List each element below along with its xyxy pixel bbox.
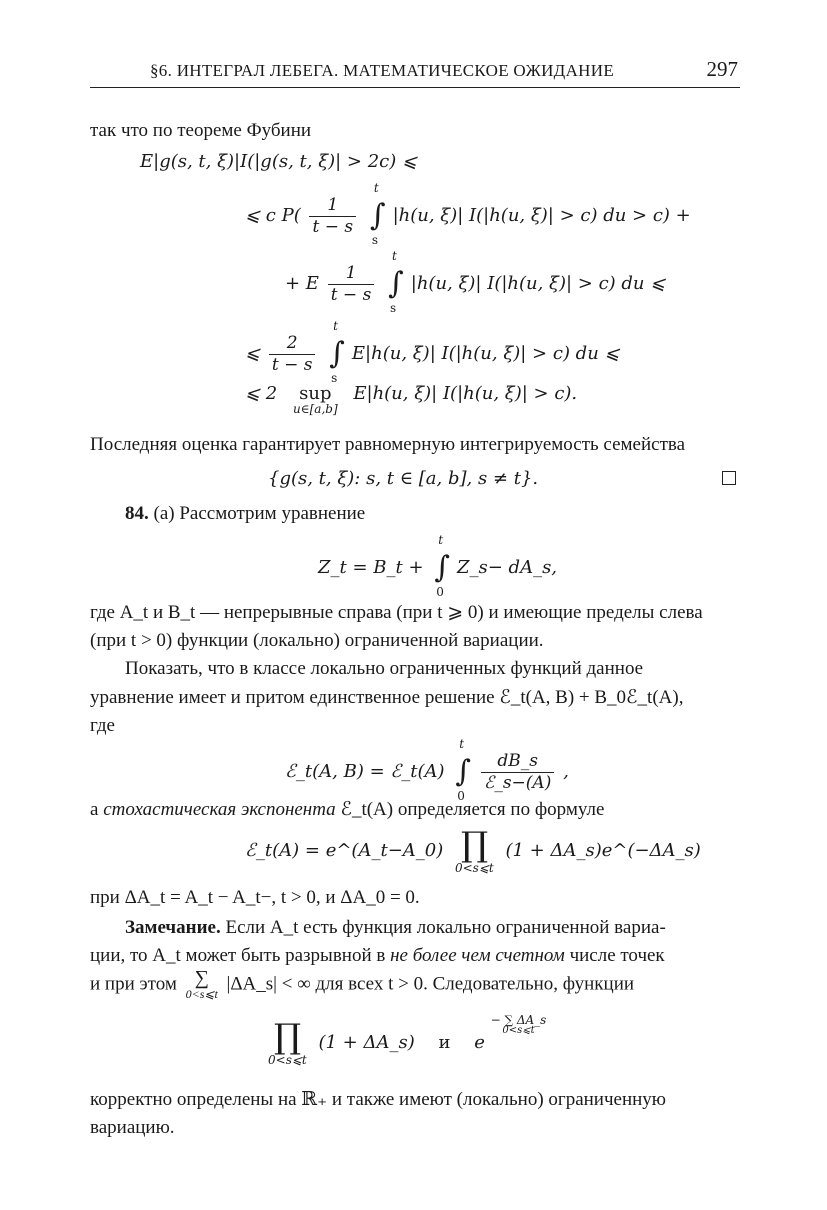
show-line-3: где [90,715,115,736]
conjunction: и [438,1032,451,1053]
show-line-1: Показать, что в классе локально ограниченных функций данное [125,658,644,679]
where-line-1: где A_t и B_t — непрерывные справа (при t ⩾ 0) и имеющие пределы слева [90,602,703,623]
integral-lower-limit: s [331,371,338,385]
formula-line-2-pre: ⩽ c P( [245,205,301,226]
sup-operator [293,385,338,415]
equation-rhs: Z_s− dA_s, [457,557,558,578]
problem-number: 84. [125,503,149,524]
integral-lower-limit: s [371,233,378,247]
formula-line-2 [245,181,691,247]
remark-line-3 [90,968,634,1000]
formula-line-3 [285,249,666,315]
remark-line-1-text: Если A_t есть функция локально ограниченной вариа- [225,917,666,938]
remark-line-3a: и при этом [90,973,177,995]
product-limit: 0<s⩽t [454,861,494,875]
fraction-denominator: t − s [271,354,313,375]
integral-sign: t ∫ s [369,181,386,247]
running-header [90,57,740,88]
remark-line-2a: ции, то A_t может быть разрывной в [90,945,386,966]
formula-line-1: E|g(s, t, ξ)|I(|g(s, t, ξ)| > 2c) ⩽ [140,151,418,172]
fraction-numerator: 2 [269,335,316,355]
fraction-2-over-t-s [269,332,316,375]
formula-line-4 [245,319,620,385]
calE-formula [285,737,569,803]
fraction-denominator: ℰ_s−(A) [484,772,552,793]
calE-lhs: ℰ_t(A, B) = ℰ_t(A) [285,761,445,782]
integral-equation [318,533,558,599]
integral-lower-limit: s [390,301,397,315]
exp-base: e [474,1032,485,1053]
fraction-numerator: 1 [309,197,356,217]
formula-line-5 [245,385,577,415]
fraction-denominator: t − s [312,216,354,237]
integral-sign: t ∫ 0 [434,533,450,599]
product-sign [454,825,494,875]
intro-text: так что по теореме Фубини [90,120,312,141]
remark-line-2-italic: не более чем счетном [390,945,565,966]
fraction-1-over-t-s [309,194,356,237]
family-formula: {g(s, t, ξ): s, t ∈ [a, b], s ≠ t}. [268,468,539,489]
final-line-2: вариацию. [90,1117,175,1138]
sup-subscript: u∈[a,b] [293,402,338,416]
stochastic-exponent-line [90,800,604,819]
integral-upper-limit: t [459,737,465,751]
integral-sign: t ∫ s [388,249,404,315]
calE-end: , [563,761,569,782]
remark-line-2b: числе точек [569,945,665,966]
product-and-exponent-formula [262,1013,547,1067]
integral-upper-limit: t [392,249,397,263]
integral-sign: t ∫ 0 [455,737,471,803]
formula-line-5-pre: ⩽ 2 [245,383,278,404]
remark-line-2 [90,946,665,965]
stoch-prefix: а [90,799,99,820]
fraction-dB-over-calE [481,750,554,793]
where-line-2: (при t > 0) функции (локально) ограниченной вариации. [90,630,544,651]
remark-line-1 [125,918,666,937]
stoch-suffix: ℰ_t(A) определяется по формуле [340,799,605,820]
product-symbol: ∏ [273,1017,301,1057]
formula-line-3-post: |h(u, ξ)| I(|h(u, ξ)| > c) du ⩽ [410,273,666,294]
qed-square-icon [722,471,736,485]
formula-line-5-post: E|h(u, ξ)| I(|h(u, ξ)| > c). [353,383,578,404]
remark-label: Замечание. [125,917,221,938]
integral-upper-limit: t [333,319,338,333]
delta-definition: при ΔA_t = A_t − A_t−, t > 0, и ΔA_0 = 0. [90,887,420,908]
exp-sup-text: − ∑ ΔA_s [490,1013,547,1027]
paragraph-after-chain: Последняя оценка гарантирует равномерную интегрируемость семейства [90,434,686,455]
header-title: §6. ИНТЕГРАЛ ЛЕБЕГА. МАТЕМАТИЧЕСКОЕ ОЖИДАНИЕ [150,61,614,80]
fraction-1-over-t-s [328,262,375,305]
page-number: 297 [706,57,738,81]
formula-line-4-post: E|h(u, ξ)| I(|h(u, ξ)| > c) du ⩽ [351,343,620,364]
product-sign [268,1017,307,1067]
problem-intro-text: (a) Рассмотрим уравнение [153,503,366,524]
exp-sup-limit: 0<s⩽t [502,1025,535,1036]
show-line-2: уравнение имеет и притом единственное решение ℰ_t(A, B) + B_0ℰ_t(A), [90,687,684,708]
stoch-lhs: ℰ_t(A) = e^(A_t−A_0) [245,840,444,861]
product-rhs: (1 + ΔA_s) [318,1032,415,1053]
final-line-1: корректно определены на ℝ₊ и также имеют (локально) ограниченную [90,1089,666,1110]
stochastic-exponent-formula [245,825,701,875]
product-symbol: ∏ [460,825,488,865]
integral-upper-limit: t [438,533,444,547]
formula-line-3-pre: + E [285,273,319,294]
exp-superscript [491,1014,547,1036]
sum-symbol: ∑ [194,967,209,989]
stoch-rhs: (1 + ΔA_s)e^(−ΔA_s) [505,840,701,861]
stoch-italic-term: стохастическая экспонента [103,799,336,820]
integral-lower-limit: 0 [457,789,465,803]
sum-sign [186,968,218,1000]
problem-84-intro [125,504,365,523]
formula-line-2-post: |h(u, ξ)| I(|h(u, ξ)| > c) du > c) + [392,205,691,226]
fraction-numerator: dB_s [481,753,554,773]
sup-label: sup [299,383,332,404]
fraction-numerator: 1 [328,265,375,285]
formula-line-4-pre: ⩽ [245,343,261,364]
integral-lower-limit: 0 [436,585,444,599]
integral-sign: t ∫ s [329,319,345,385]
integral-upper-limit: t [373,181,379,195]
fraction-denominator: t − s [330,284,372,305]
equation-lhs: Z_t = B_t + [318,557,424,578]
product-limit: 0<s⩽t [268,1053,307,1067]
remark-line-3b: |ΔA_s| < ∞ для всех t > 0. Следовательно, функции [226,973,635,995]
sum-limit: 0<s⩽t [185,987,218,1001]
